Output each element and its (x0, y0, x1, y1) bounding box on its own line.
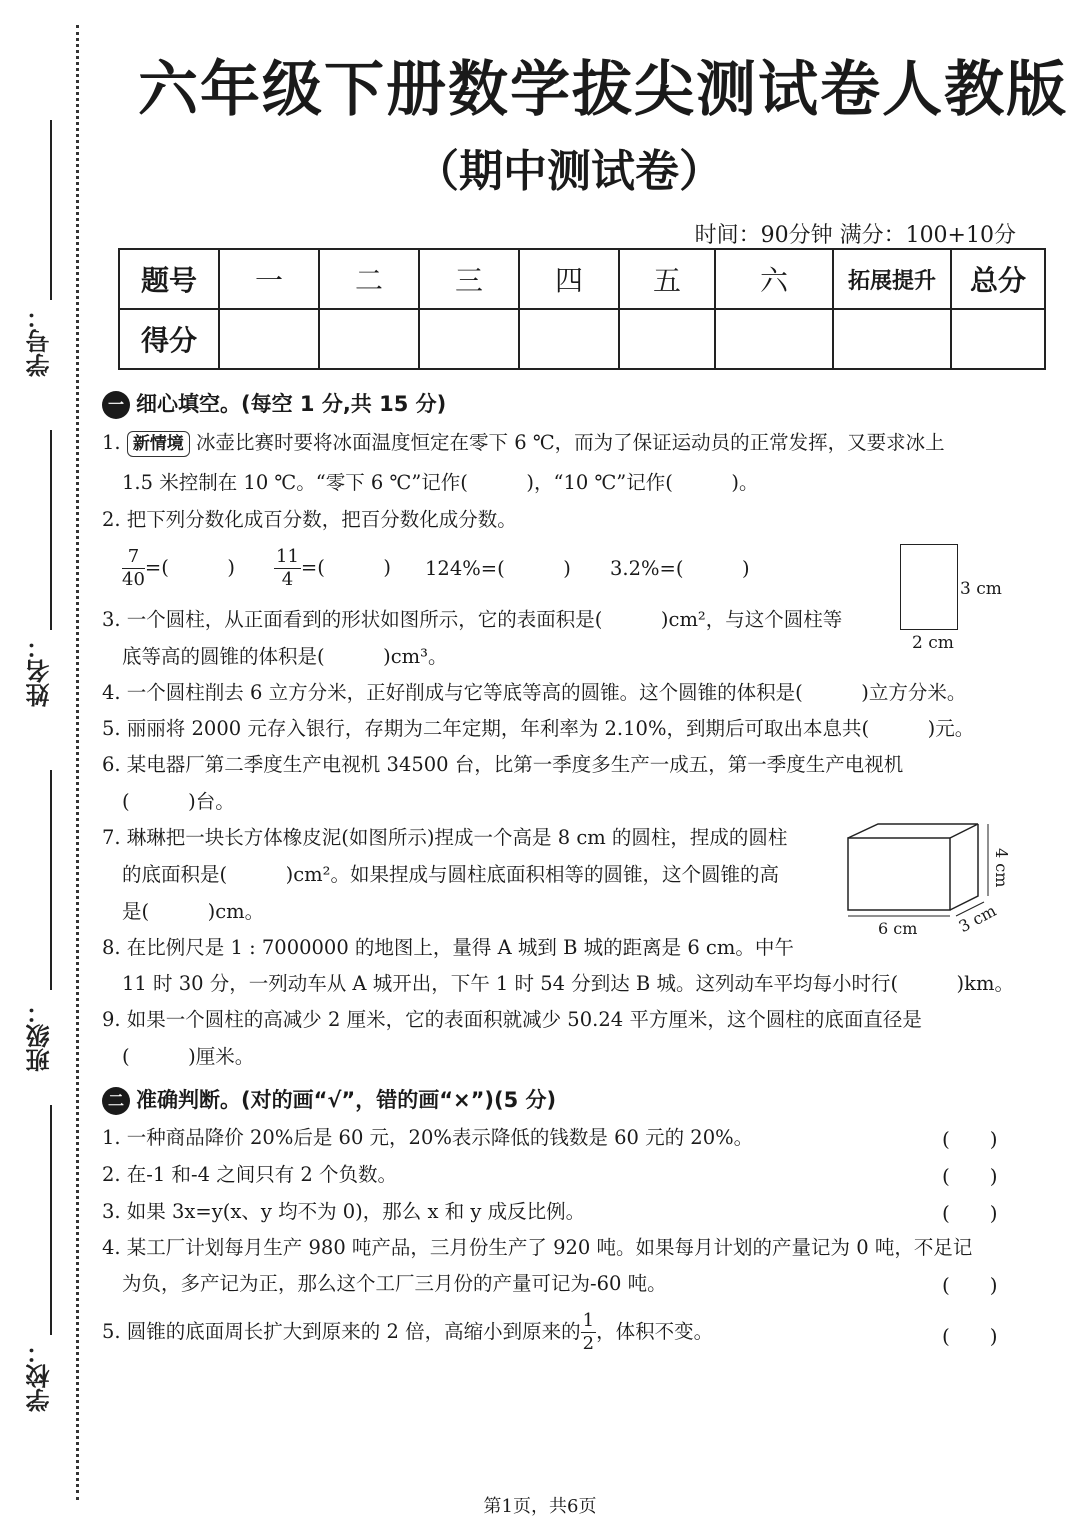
judge-3: 3. 如果 3x=y(x、y 均不为 0)，那么 x 和 y 成反比例。 (102, 1200, 586, 1223)
q5-text: 5. 丽丽将 2000 元存入银行，存期为二年定期，年利率为 2.10%，到期后可取出本息共( )元。 (102, 717, 975, 740)
q1-line1 (102, 430, 945, 457)
header-label: 题号 (119, 249, 219, 309)
judge-5-text: 5. 圆锥的底面周长扩大到原来的 2 倍，高缩小到原来的 (102, 1320, 581, 1343)
binding-dotted-line (76, 25, 79, 1500)
fraction-denominator: 40 (122, 569, 145, 590)
page-subtitle: （期中测试卷） (415, 146, 723, 197)
new-situation-tag: 新情境 (127, 431, 190, 457)
score-table-score-row (119, 309, 1045, 369)
q1-text: 冰壶比赛时要将冰面温度恒定在零下 6 ℃，而为了保证运动员的正常发挥，又要求冰上 (196, 431, 945, 454)
judge-2-answer[interactable]: ( ) (942, 1164, 998, 1188)
section-2-heading (102, 1084, 556, 1115)
page-title: 六年级下册数学拔尖测试卷人教版 (138, 55, 1068, 125)
fig2-height-label: 4 cm (992, 848, 1011, 888)
col-header: 总分 (951, 249, 1045, 309)
col-header: 四 (519, 249, 619, 309)
q6-line1: 6. 某电器厂第二季度生产电视机 34500 台，比第一季度多生产一成五，第一季度生产电视机 (102, 753, 904, 776)
q2-percent-1: 124%=( ) (425, 557, 571, 580)
class-underline (50, 770, 52, 990)
score-cell[interactable] (951, 309, 1045, 369)
q9-line1: 9. 如果一个圆柱的高减少 2 厘米，它的表面积就减少 50.24 平方厘米，这个圆柱的底面直径是 (102, 1008, 922, 1031)
q1-line2: 1.5 米控制在 10 ℃。“零下 6 ℃”记作( )，“10 ℃”记作( )。 (122, 471, 759, 494)
fraction-denominator: 2 (582, 1333, 595, 1354)
col-header: 二 (319, 249, 419, 309)
fig1-width-label: 2 cm (912, 633, 954, 653)
q2-fraction-1 (122, 546, 235, 591)
col-header: 五 (619, 249, 715, 309)
q2-fraction-2 (274, 546, 391, 591)
q3-line1: 3. 一个圆柱，从正面看到的形状如图所示，它的表面积是( )cm²，与这个圆柱等 (102, 608, 843, 631)
score-cell[interactable] (519, 309, 619, 369)
answer-blank: =( ) (300, 556, 391, 579)
score-cell[interactable] (833, 309, 951, 369)
col-header: 拓展提升 (833, 249, 951, 309)
section-2-title: 准确判断。(对的画“√”，错的画“×”)(5 分) (136, 1088, 557, 1112)
fraction-numerator: 11 (276, 546, 299, 567)
fraction-numerator: 1 (582, 1310, 595, 1331)
judge-1-answer[interactable]: ( ) (942, 1127, 998, 1151)
score-cell[interactable] (419, 309, 519, 369)
col-header: 一 (219, 249, 319, 309)
answer-blank: =( ) (144, 556, 235, 579)
judge-2: 2. 在-1 和-4 之间只有 2 个负数。 (102, 1163, 397, 1186)
judge-4-line1: 4. 某工厂计划每月生产 980 吨产品，三月份生产了 920 吨。如果每月计划的产量记为 0 吨，不足记 (102, 1236, 973, 1259)
score-table (118, 248, 1046, 370)
section-2-badge: 二 (102, 1087, 130, 1115)
col-header: 六 (715, 249, 833, 309)
score-table-header-row (119, 249, 1045, 309)
fraction-denominator: 4 (281, 569, 294, 590)
score-label: 得分 (119, 309, 219, 369)
fraction-numerator: 7 (122, 546, 145, 569)
section-1-badge: 一 (102, 391, 130, 419)
q3-line2: 底等高的圆锥的体积是( )cm³。 (122, 645, 448, 668)
judge-5-answer[interactable]: ( ) (942, 1324, 998, 1348)
fig2-width-label: 3 cm (955, 900, 1000, 937)
name-label: 姓名： (26, 635, 54, 707)
score-cell[interactable] (619, 309, 715, 369)
name-underline (50, 430, 52, 630)
q7-line3: 是( )cm。 (122, 900, 265, 923)
score-cell[interactable] (715, 309, 833, 369)
school-underline (50, 1105, 52, 1335)
student-id-label: 学号： (26, 305, 54, 377)
cylinder-front-view-figure (900, 544, 958, 630)
page-footer: 第1页，共6页 (483, 1496, 597, 1517)
q8-line1: 8. 在比例尺是 1 : 7000000 的地图上，量得 A 城到 B 城的距离是 6 cm。中午 (102, 936, 794, 959)
judge-1: 1. 一种商品降价 20%后是 60 元，20%表示降低的钱数是 60 元的 20%。 (102, 1126, 754, 1149)
col-header: 三 (419, 249, 519, 309)
q2-text: 2. 把下列分数化成百分数，把百分数化成分数。 (102, 508, 517, 531)
q4-text: 4. 一个圆柱削去 6 立方分米，正好削成与它等底等高的圆锥。这个圆锥的体积是( )立方分米。 (102, 681, 967, 704)
q2-percent-2: 3.2%=( ) (610, 557, 750, 580)
q9-line2: ( )厘米。 (122, 1045, 255, 1068)
q7-line1: 7. 琳琳把一块长方体橡皮泥(如图所示)捏成一个高是 8 cm 的圆柱，捏成的圆柱 (102, 826, 788, 849)
fig1-height-label: 3 cm (960, 579, 1002, 599)
time-info: 时间：90分钟 满分：100+10分 (694, 223, 1016, 248)
judge-4-answer[interactable]: ( ) (942, 1273, 998, 1297)
q7-line2: 的底面积是( )cm²。如果捏成与圆柱底面积相等的圆锥，这个圆锥的高 (122, 863, 779, 886)
judge-3-answer[interactable]: ( ) (942, 1201, 998, 1225)
q1-number: 1. (102, 431, 121, 454)
section-1-title: 细心填空。(每空 1 分,共 15 分) (136, 392, 447, 416)
q6-line2: ( )台。 (122, 790, 235, 813)
judge-5-text-end: ，体积不变。 (596, 1320, 714, 1343)
score-cell[interactable] (319, 309, 419, 369)
section-1-heading (102, 388, 446, 419)
score-cell[interactable] (219, 309, 319, 369)
judge-4-line2: 为负，多产记为正，那么这个工厂三月份的产量可记为-60 吨。 (122, 1272, 667, 1295)
school-label: 学校： (26, 1340, 54, 1412)
student-id-underline (50, 120, 52, 300)
judge-5 (102, 1310, 713, 1355)
class-label: 班级： (26, 1000, 54, 1072)
fig2-length-label: 6 cm (878, 919, 918, 938)
q8-line2: 11 时 30 分，一列动车从 A 城开出，下午 1 时 54 分到达 B 城。这列动车平均每小时行( )km。 (122, 972, 1014, 995)
